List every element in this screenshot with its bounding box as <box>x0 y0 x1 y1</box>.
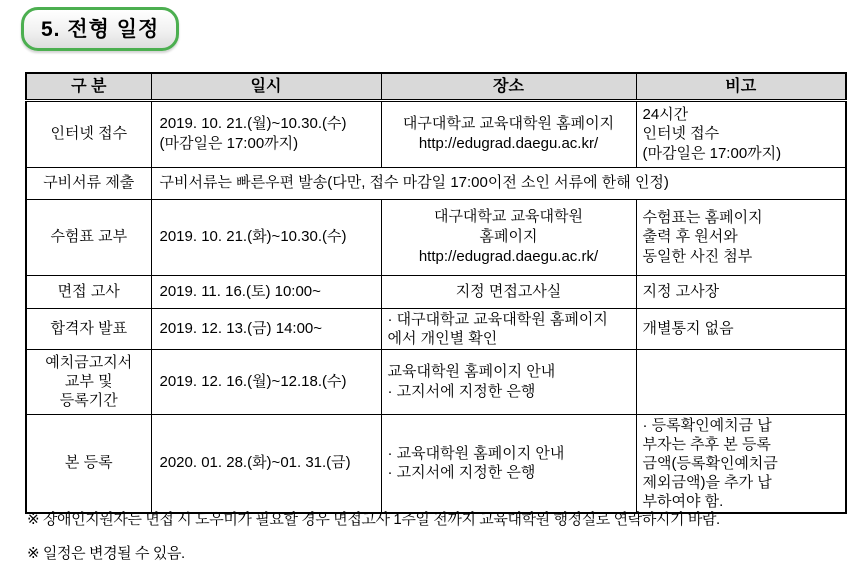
cell-datetime: 2019. 12. 16.(월)~12.18.(수) <box>151 349 381 414</box>
table-row-documents <box>26 167 846 199</box>
footnotes <box>27 508 837 576</box>
table-row-internet-apply <box>26 100 846 167</box>
cell-datetime: 2020. 01. 28.(화)~01. 31.(금) <box>151 414 381 513</box>
cell-note: 수험표는 홈페이지 출력 후 원서와 동일한 사진 첨부 <box>636 199 846 275</box>
cell-datetime: 2019. 12. 13.(금) 14:00~ <box>151 308 381 349</box>
cell-datetime: 2019. 10. 21.(화)~10.30.(수) <box>151 199 381 275</box>
table-row-deposit-notice <box>26 349 846 414</box>
section-title-badge <box>21 7 179 51</box>
cell-datetime: 2019. 10. 21.(월)~10.30.(수) (마감일은 17:00까지) <box>151 100 381 167</box>
cell-category: 수험표 교부 <box>26 199 151 275</box>
cell-location: 대구대학교 교육대학원 홈페이지 http://edugrad.daegu.ac.kr/ <box>381 100 636 167</box>
header-datetime: 일시 <box>151 73 381 100</box>
footnote-schedule-change: ※ 일정은 변경될 수 있음. <box>27 545 185 562</box>
section-title: 5. 전형 일정 <box>41 18 160 41</box>
cell-location: 대구대학교 교육대학원 홈페이지 http://edugrad.daegu.ac.rk/ <box>381 199 636 275</box>
cell-merged-info: 구비서류는 빠른우편 발송(다만, 접수 마감일 17:00이전 소인 서류에 한해 인정) <box>151 167 846 199</box>
cell-note <box>636 349 846 414</box>
table-row-interview <box>26 275 846 308</box>
cell-category: 면접 고사 <box>26 275 151 308</box>
cell-category: 예치금고지서 교부 및 등록기간 <box>26 349 151 414</box>
cell-category: 구비서류 제출 <box>26 167 151 199</box>
header-note: 비고 <box>636 73 846 100</box>
header-location: 장소 <box>381 73 636 100</box>
cell-location: · 교육대학원 홈페이지 안내 · 고지서에 지정한 은행 <box>381 414 636 513</box>
footnote-accessibility: ※ 장애인지원자는 면접 시 도우미가 필요할 경우 면접고사 1주일 전까지 교육대학원 행정실로 연락하시기 바람. <box>27 511 720 528</box>
table-row-final-registration <box>26 414 846 513</box>
cell-note: 24시간 인터넷 접수 (마감일은 17:00까지) <box>636 100 846 167</box>
cell-note: · 등록확인예치금 납 부자는 추후 본 등록 금액(등록확인예치금 제외금액)을 추가 납 부하여야 함. <box>636 414 846 513</box>
cell-category: 본 등록 <box>26 414 151 513</box>
cell-note: 개별통지 없음 <box>636 308 846 349</box>
cell-location: 교육대학원 홈페이지 안내 · 고지서에 지정한 은행 <box>381 349 636 414</box>
header-category: 구 분 <box>26 73 151 100</box>
cell-note: 지정 고사장 <box>636 275 846 308</box>
table-row-results <box>26 308 846 349</box>
table-header-row <box>26 73 846 100</box>
cell-location: · 대구대학교 교육대학원 홈페이지 에서 개인별 확인 <box>381 308 636 349</box>
admission-schedule-table <box>25 72 847 514</box>
cell-category: 인터넷 접수 <box>26 100 151 167</box>
table-row-exam-slip <box>26 199 846 275</box>
cell-location: 지정 면접고사실 <box>381 275 636 308</box>
cell-category: 합격자 발표 <box>26 308 151 349</box>
cell-datetime: 2019. 11. 16.(토) 10:00~ <box>151 275 381 308</box>
